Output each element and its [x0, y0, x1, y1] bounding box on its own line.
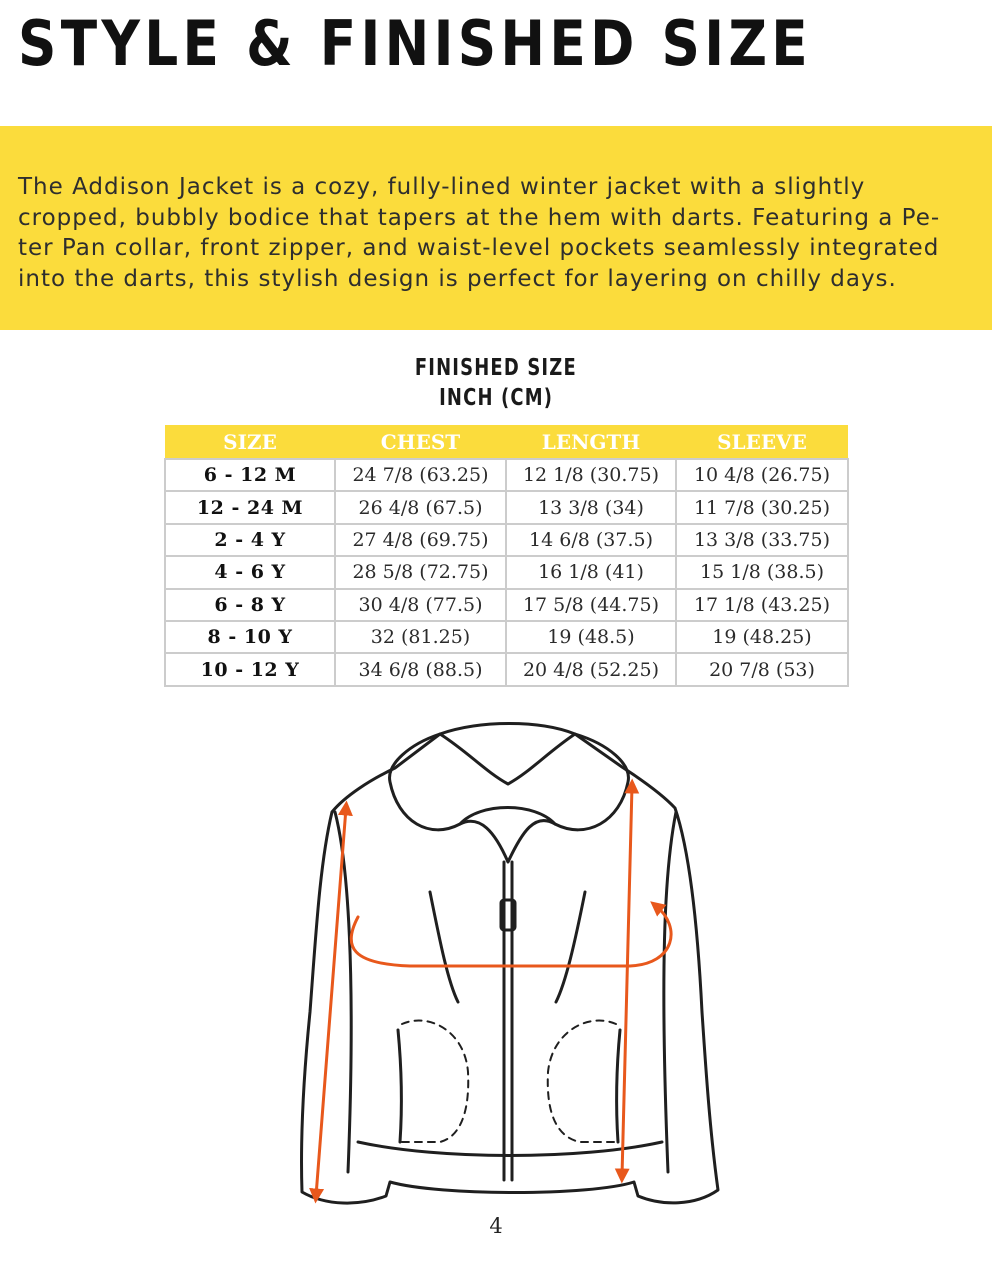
- sleeve-cell: 10 4/8 (26.75): [676, 459, 848, 491]
- size-chart-units: [0, 383, 992, 413]
- right-sleeve-seam: [664, 812, 676, 1172]
- column-header-length: LENGTH: [506, 425, 676, 459]
- sleeve-cell: 11 7/8 (30.25): [676, 491, 848, 523]
- table-row: [165, 653, 848, 685]
- size-chart-heading-line2: INCH (CM): [438, 385, 554, 411]
- size-cell: 6 - 12 M: [165, 459, 335, 491]
- chest-cell: 24 7/8 (63.25): [335, 459, 506, 491]
- left-pocket-opening: [398, 1030, 401, 1142]
- size-cell: 8 - 10 Y: [165, 621, 335, 653]
- length-cell: 16 1/8 (41): [506, 556, 676, 588]
- chest-cell: 34 6/8 (88.5): [335, 653, 506, 685]
- column-header-chest: CHEST: [335, 425, 506, 459]
- length-cell: 13 3/8 (34): [506, 491, 676, 523]
- sleeve-cell: 15 1/8 (38.5): [676, 556, 848, 588]
- size-cell: 10 - 12 Y: [165, 653, 335, 685]
- page-number: 4: [489, 1214, 503, 1238]
- table-row: [165, 524, 848, 556]
- chest-cell: 32 (81.25): [335, 621, 506, 653]
- length-cell: 19 (48.5): [506, 621, 676, 653]
- sleeve-cell: 20 7/8 (53): [676, 653, 848, 685]
- sleeve-cell: 17 1/8 (43.25): [676, 589, 848, 621]
- jacket-collar: [390, 734, 629, 862]
- jacket-outline: [301, 724, 718, 1204]
- jacket-illustration: [290, 712, 730, 1212]
- table-row: [165, 491, 848, 523]
- right-pocket-bag: [548, 1021, 618, 1142]
- chest-cell: 27 4/8 (69.75): [335, 524, 506, 556]
- left-dart: [430, 892, 458, 1002]
- column-header-size: SIZE: [165, 425, 335, 459]
- sleeve-cell: 13 3/8 (33.75): [676, 524, 848, 556]
- length-measure-arrow: [622, 786, 632, 1176]
- table-header-row: [165, 425, 848, 459]
- length-cell: 20 4/8 (52.25): [506, 653, 676, 685]
- size-chart-heading: [0, 353, 992, 383]
- page-title: STYLE & FINISHED SIZE: [18, 7, 813, 80]
- chest-cell: 30 4/8 (77.5): [335, 589, 506, 621]
- length-cell: 12 1/8 (30.75): [506, 459, 676, 491]
- size-cell: 12 - 24 M: [165, 491, 335, 523]
- jacket-description: The Addison Jacket is a cozy, fully-lined winter jacket with a slightly cropped, bubbly bodice that tapers at the hem with darts. Featuring a Pe- ter Pan collar, front zipper, and waist-level pockets seamlessly integrated into the darts, this stylish design is perfect for layering on chilly days.: [18, 174, 941, 292]
- chest-cell: 26 4/8 (67.5): [335, 491, 506, 523]
- sleeve-measure-arrow: [316, 808, 346, 1196]
- hem-band: [358, 1142, 662, 1156]
- size-chart-table: [164, 425, 849, 687]
- right-pocket-opening: [617, 1030, 620, 1142]
- size-cell: 6 - 8 Y: [165, 589, 335, 621]
- sleeve-cell: 19 (48.25): [676, 621, 848, 653]
- left-sleeve-seam: [335, 812, 351, 1172]
- table-row: [165, 589, 848, 621]
- chest-cell: 28 5/8 (72.75): [335, 556, 506, 588]
- size-chart-heading-line1: FINISHED SIZE: [414, 355, 578, 381]
- table-row: [165, 459, 848, 491]
- length-cell: 14 6/8 (37.5): [506, 524, 676, 556]
- table-row: [165, 556, 848, 588]
- right-dart: [556, 892, 585, 1002]
- column-header-sleeve: SLEEVE: [676, 425, 848, 459]
- size-cell: 2 - 4 Y: [165, 524, 335, 556]
- left-pocket-bag: [400, 1021, 468, 1142]
- size-cell: 4 - 6 Y: [165, 556, 335, 588]
- table-row: [165, 621, 848, 653]
- length-cell: 17 5/8 (44.75): [506, 589, 676, 621]
